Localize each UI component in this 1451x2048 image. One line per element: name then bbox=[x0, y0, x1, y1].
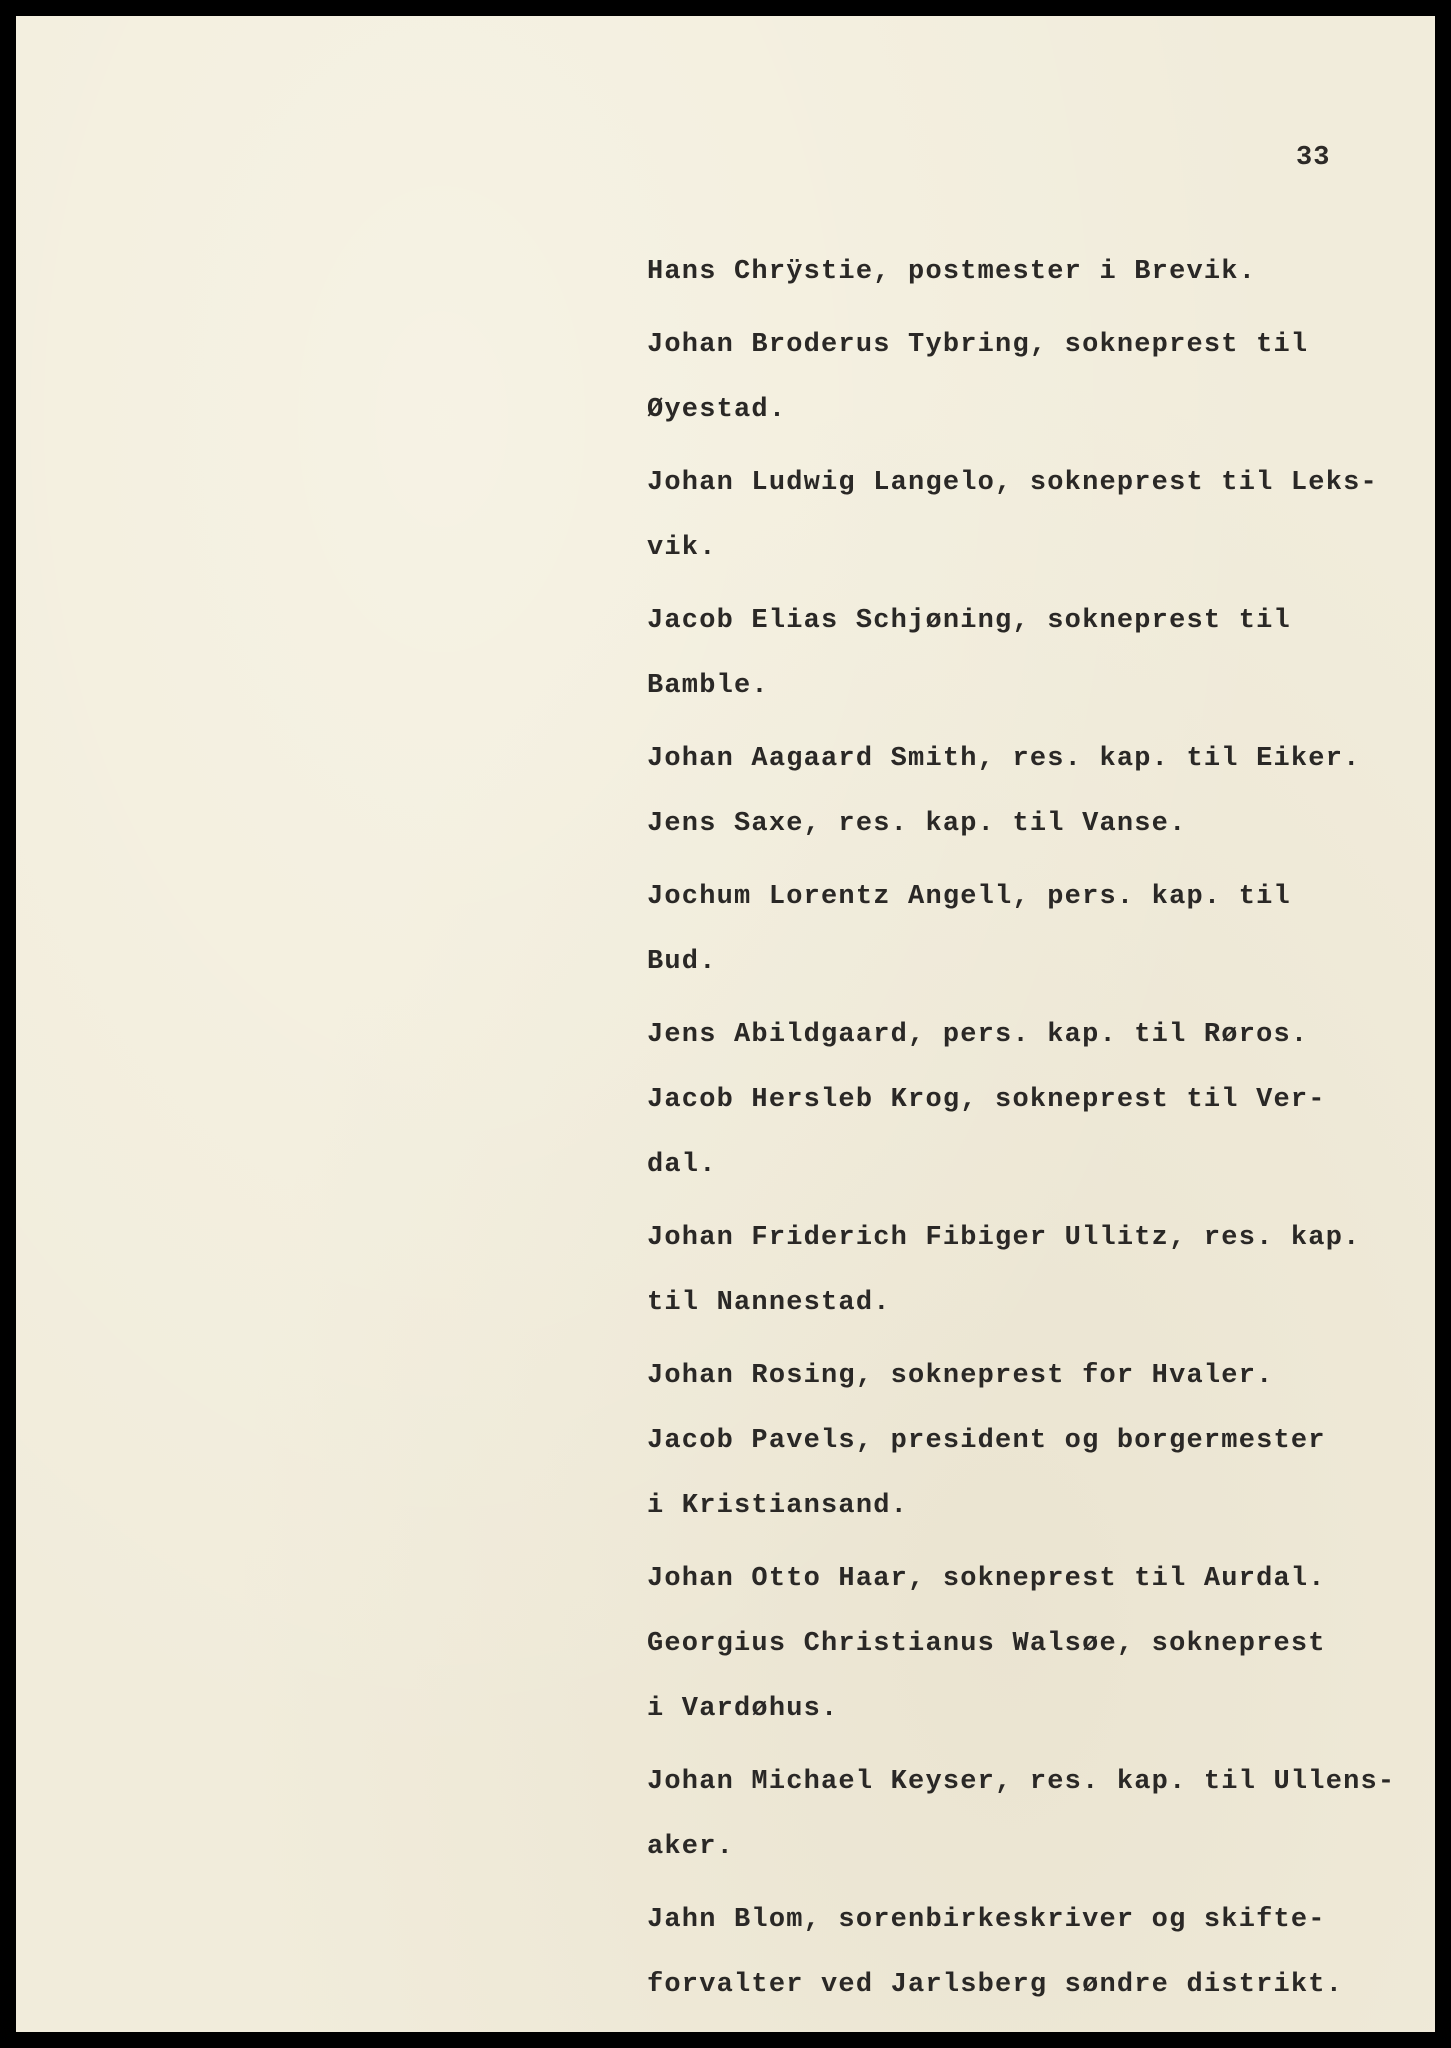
entry-line: Johan Rosing, sokneprest for Hvaler. bbox=[647, 1361, 1274, 1391]
list-entry bbox=[647, 1019, 1447, 1052]
list-entry bbox=[647, 1563, 1447, 1596]
list-entry bbox=[647, 329, 1447, 427]
entry-line: i Kristiansand. bbox=[647, 1491, 909, 1521]
entry-list bbox=[647, 256, 1447, 2002]
list-entry bbox=[647, 1766, 1447, 1864]
list-entry bbox=[647, 1360, 1447, 1393]
entry-line: Johan Otto Haar, sokneprest til Aurdal. bbox=[647, 1564, 1326, 1594]
page-number: 33 bbox=[1296, 143, 1331, 173]
entry-line: vik. bbox=[647, 533, 717, 563]
list-entry bbox=[647, 467, 1447, 565]
entry-line: Jochum Lorentz Angell, pers. kap. til bbox=[647, 882, 1291, 912]
list-entry bbox=[647, 808, 1447, 841]
entry-line: Jacob Elias Schjøning, sokneprest til bbox=[647, 606, 1291, 636]
entry-line: Jacob Pavels, president og borgermester bbox=[647, 1426, 1326, 1456]
list-entry bbox=[647, 1628, 1447, 1726]
entry-line: Johan Friderich Fibiger Ullitz, res. kap. bbox=[647, 1223, 1361, 1253]
entry-line: Jens Saxe, res. kap. til Vanse. bbox=[647, 809, 1187, 839]
entry-line: til Nannestad. bbox=[647, 1288, 891, 1318]
list-entry bbox=[647, 1222, 1447, 1320]
entry-line: Jens Abildgaard, pers. kap. til Røros. bbox=[647, 1020, 1309, 1050]
entry-line: Johan Aagaard Smith, res. kap. til Eiker. bbox=[647, 744, 1361, 774]
list-entry bbox=[647, 1084, 1447, 1182]
entry-line: Hans Chrÿstie, postmester i Brevik. bbox=[647, 257, 1257, 287]
list-entry bbox=[647, 605, 1447, 703]
entry-line: Johan Ludwig Langelo, sokneprest til Leks- bbox=[647, 468, 1378, 498]
list-entry bbox=[647, 1904, 1447, 2002]
entry-line: Georgius Christianus Walsøe, sokneprest bbox=[647, 1629, 1326, 1659]
list-entry bbox=[647, 743, 1447, 776]
entry-line: i Vardøhus. bbox=[647, 1694, 839, 1724]
entry-line: forvalter ved Jarlsberg søndre distrikt. bbox=[647, 1970, 1344, 2000]
entry-line: Johan Broderus Tybring, sokneprest til bbox=[647, 330, 1309, 360]
entry-line: Jahn Blom, sorenbirkeskriver og skifte- bbox=[647, 1905, 1326, 1935]
entry-line: Johan Michael Keyser, res. kap. til Ullens- bbox=[647, 1767, 1396, 1797]
entry-line: Bud. bbox=[647, 947, 717, 977]
list-entry bbox=[647, 256, 1447, 289]
entry-line: Bamble. bbox=[647, 671, 769, 701]
document-page bbox=[16, 16, 1435, 2032]
list-entry bbox=[647, 881, 1447, 979]
entry-line: aker. bbox=[647, 1832, 735, 1862]
entry-line: Øyestad. bbox=[647, 395, 787, 425]
entry-line: dal. bbox=[647, 1150, 717, 1180]
entry-line: Jacob Hersleb Krog, sokneprest til Ver- bbox=[647, 1085, 1326, 1115]
list-entry bbox=[647, 1425, 1447, 1523]
